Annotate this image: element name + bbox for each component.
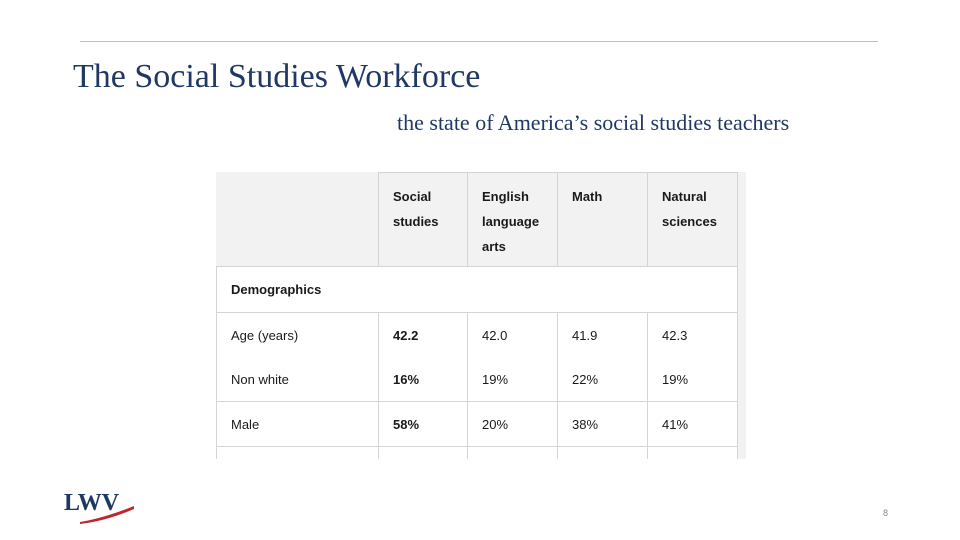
column-header-line: Math <box>572 189 603 204</box>
table-cell: 16% <box>379 357 468 402</box>
column-header-line: English <box>482 189 529 204</box>
column-header-math <box>558 173 648 267</box>
table-cell: 19% <box>648 357 738 402</box>
row-label: Male <box>217 402 379 447</box>
table-cell: 42.3 <box>648 313 738 358</box>
table-cell: 42.0 <box>468 313 558 358</box>
table-cell: 22% <box>558 357 648 402</box>
table-cell: 19% <box>468 357 558 402</box>
table-row <box>217 357 738 402</box>
table-cell: 58% <box>379 402 468 447</box>
row-label: Age (years) <box>217 313 379 358</box>
section-row <box>217 267 738 313</box>
column-header-line: language <box>482 214 540 229</box>
comparison-table <box>216 172 746 459</box>
column-header-social-studies <box>379 173 468 267</box>
lwv-logo <box>64 488 136 528</box>
top-rule <box>80 41 878 42</box>
column-header-line: Natural <box>662 189 707 204</box>
section-label: Demographics <box>217 267 738 313</box>
table-header-row <box>217 173 738 267</box>
table-tail-row <box>217 447 738 460</box>
table-cell: 20% <box>468 402 558 447</box>
table-cell: 41% <box>648 402 738 447</box>
column-header-line: arts <box>482 239 506 254</box>
column-header-english <box>468 173 558 267</box>
table-row <box>217 402 738 447</box>
table-cell: 41.9 <box>558 313 648 358</box>
slide-subtitle: the state of America’s social studies teachers <box>397 110 790 135</box>
slide-title: The Social Studies Workforce <box>73 58 481 95</box>
logo-text: LWV <box>64 490 120 516</box>
column-header-natural-sciences <box>648 173 738 267</box>
table-row <box>217 313 738 358</box>
column-header-line: sciences <box>662 214 717 229</box>
table-cell: 42.2 <box>379 313 468 358</box>
header-corner-cell <box>217 173 379 267</box>
page-number: 8 <box>882 508 888 518</box>
column-header-line: studies <box>393 214 439 229</box>
table-cell: 38% <box>558 402 648 447</box>
column-header-line: Social <box>393 189 432 204</box>
row-label: Non white <box>217 357 379 402</box>
